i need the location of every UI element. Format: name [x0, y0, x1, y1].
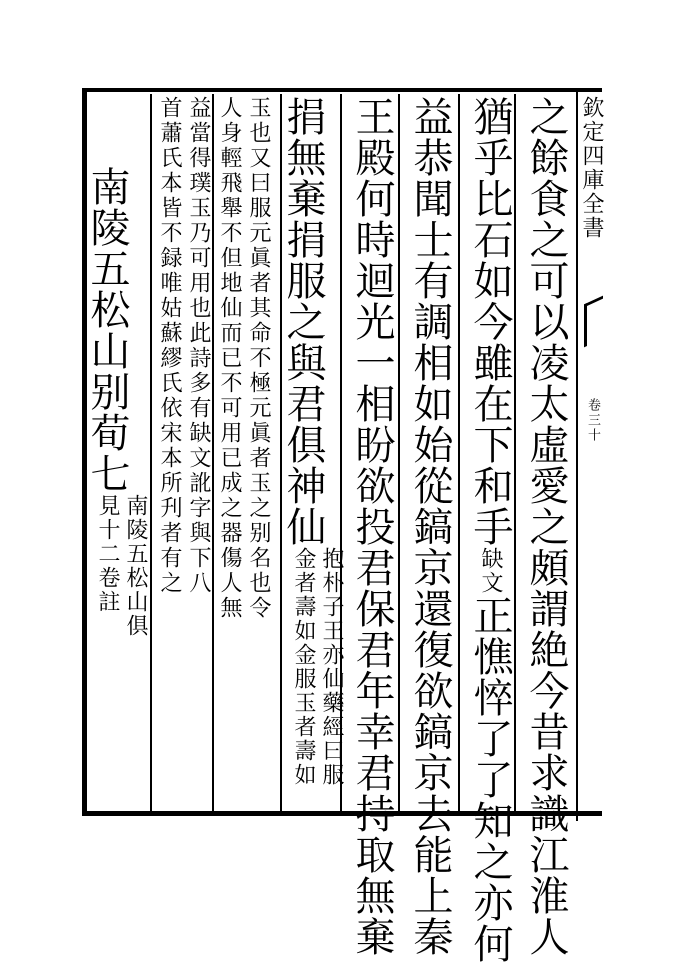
column-rule — [150, 94, 152, 812]
text-column-1: 之餘食之可以凌太虛愛之頗謂絶今昔求識江淮人 — [523, 96, 569, 957]
poem-title-column — [84, 166, 148, 806]
title-note-line-2: 見十二卷註 — [95, 494, 120, 614]
text-column-3: 益恭聞士有調相如始從鎬京還復欲鎬京去能上秦 — [407, 96, 453, 957]
commentary-column-1: 玉也又曰服元眞者其命不極元眞者玉之别名也令 — [246, 96, 271, 621]
title-note-line-1: 南陵五松山俱 — [123, 494, 148, 638]
fold-fish-tail-mark — [584, 296, 603, 348]
commentary-column-3: 益當得璞玉乃可用也此詩多有缺文訛字與下八 — [186, 96, 211, 596]
text-column-4: 王殿何時迴光一相盼欲投君保君年幸君持取無棄 — [349, 96, 395, 957]
commentary-line-1: 抱朴子王亦仙藥經曰服 — [319, 547, 344, 787]
column-rule — [280, 94, 282, 812]
lacuna-note: 缺文 — [478, 547, 503, 595]
text-column-5-main: 捐無棄捐服之與君俱神仙 — [280, 96, 326, 547]
fold-juan-number: 卷三十 — [585, 398, 600, 443]
column-rule — [458, 94, 460, 812]
title-note-pair — [92, 494, 148, 638]
commentary-pair — [288, 547, 344, 787]
column-rule — [212, 94, 214, 812]
text-column-2 — [462, 96, 518, 964]
text-column-2-main: 猶乎比石如今雖在下和手 — [467, 96, 513, 547]
text-column-5 — [280, 96, 344, 808]
commentary-column-4: 首蕭氏本皆不録唯姑蘇繆氏依宋本所刋者有之 — [157, 96, 182, 596]
text-column-2-tail: 正憔悴了了知之亦何 — [467, 595, 513, 964]
commentary-line-2: 金者壽如金服玉者壽如 — [291, 547, 316, 787]
poem-title: 南陵五松山别荀七 — [84, 166, 130, 494]
fold-title: 欽定四庫全書 — [579, 96, 604, 240]
commentary-column-2: 人身輕飛舉不但地仙而已不可用已成之器傷人無 — [217, 96, 242, 621]
